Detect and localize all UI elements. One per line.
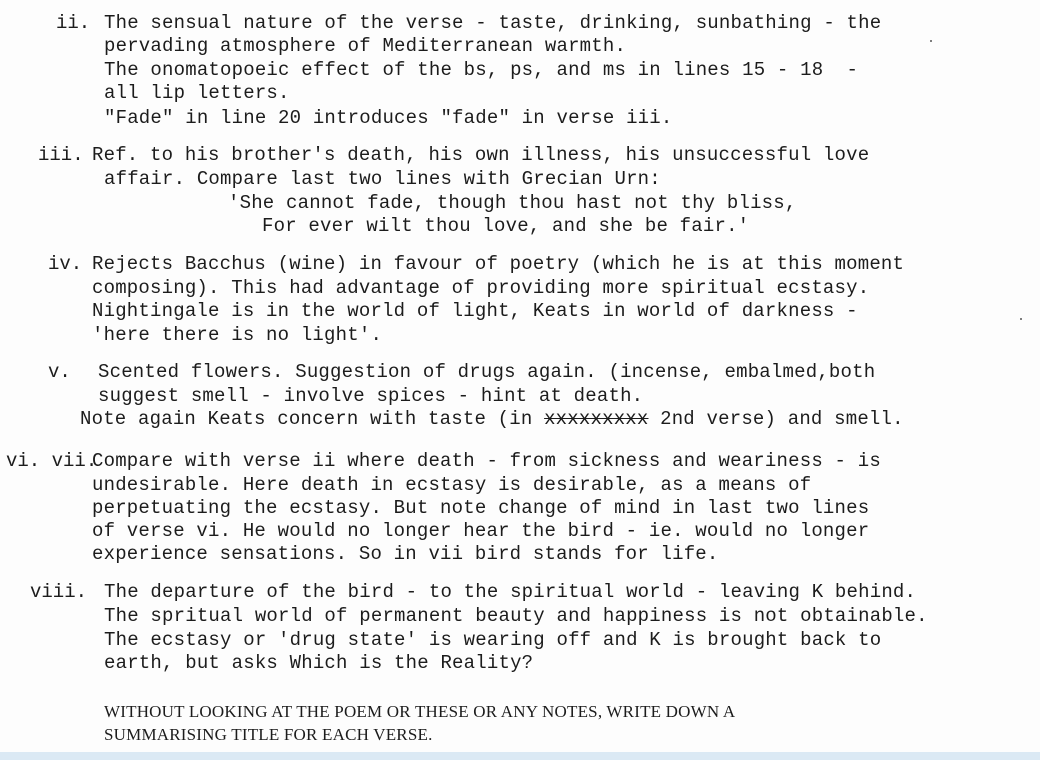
- note-line: The ecstasy or 'drug state' is wearing off and K is brought back to: [104, 629, 882, 651]
- note-line: The onomatopoeic effect of the bs, ps, and ms in lines 15 - 18 -: [104, 59, 859, 81]
- note-line: [80, 408, 904, 430]
- section-number-ii: ii.: [56, 12, 91, 34]
- note-line: "Fade" in line 20 introduces "fade" in verse iii.: [104, 107, 673, 129]
- note-line: earth, but asks Which is the Reality?: [104, 652, 534, 674]
- note-line: The departure of the bird - to the spiritual world - leaving K behind.: [104, 581, 917, 603]
- paper-speck: [1020, 318, 1022, 320]
- instruction-line: SUMMARISING TITLE FOR EACH VERSE.: [104, 725, 433, 744]
- quotation-line: 'She cannot fade, though thou hast not thy bliss,: [228, 192, 797, 214]
- note-text: 2nd verse) and smell.: [648, 408, 904, 430]
- note-line: experience sensations. So in vii bird stands for life.: [92, 543, 719, 565]
- note-line: composing). This had advantage of providing more spiritual ecstasy.: [92, 277, 870, 299]
- section-number-iv: iv.: [48, 253, 83, 275]
- note-line: undesirable. Here death in ecstasy is desirable, as a means of: [92, 474, 812, 496]
- note-line: The sensual nature of the verse - taste, drinking, sunbathing - the: [104, 12, 882, 34]
- instruction-line: WITHOUT LOOKING AT THE POEM OR THESE OR ANY NOTES, WRITE DOWN A: [104, 702, 736, 721]
- note-line: affair. Compare last two lines with Grecian Urn:: [104, 168, 661, 190]
- note-line: pervading atmosphere of Mediterranean warmth.: [104, 35, 627, 57]
- note-line: The spritual world of permanent beauty and happiness is not obtainable.: [104, 605, 928, 627]
- note-line: all lip letters.: [104, 82, 290, 104]
- section-number-v: v.: [48, 361, 71, 383]
- note-line: of verse vi. He would no longer hear the bird - ie. would no longer: [92, 520, 870, 542]
- struck-out-text: xxxxxxxxx: [544, 408, 649, 430]
- note-line: Nightingale is in the world of light, Keats in world of darkness -: [92, 300, 858, 322]
- paper-speck: [930, 40, 932, 42]
- bottom-edge-strip: [0, 752, 1040, 760]
- note-line: Ref. to his brother's death, his own illness, his unsuccessful love: [92, 144, 870, 166]
- section-number-vi-vii: vi. vii.: [6, 450, 98, 472]
- note-line: 'here there is no light'.: [92, 324, 383, 346]
- quotation-line: For ever wilt thou love, and she be fair.': [262, 215, 750, 237]
- note-line: suggest smell - involve spices - hint at death.: [98, 385, 644, 407]
- note-line: Compare with verse ii where death - from sickness and weariness - is: [92, 450, 881, 472]
- section-number-iii: iii.: [38, 144, 84, 166]
- section-number-viii: viii.: [30, 581, 88, 603]
- note-line: perpetuating the ecstasy. But note change of mind in last two lines: [92, 497, 870, 519]
- note-line: Rejects Bacchus (wine) in favour of poetry (which he is at this moment: [92, 253, 905, 275]
- note-text: Note again Keats concern with taste (in: [80, 408, 545, 430]
- note-line: Scented flowers. Suggestion of drugs again. (incense, embalmed,both: [98, 361, 876, 383]
